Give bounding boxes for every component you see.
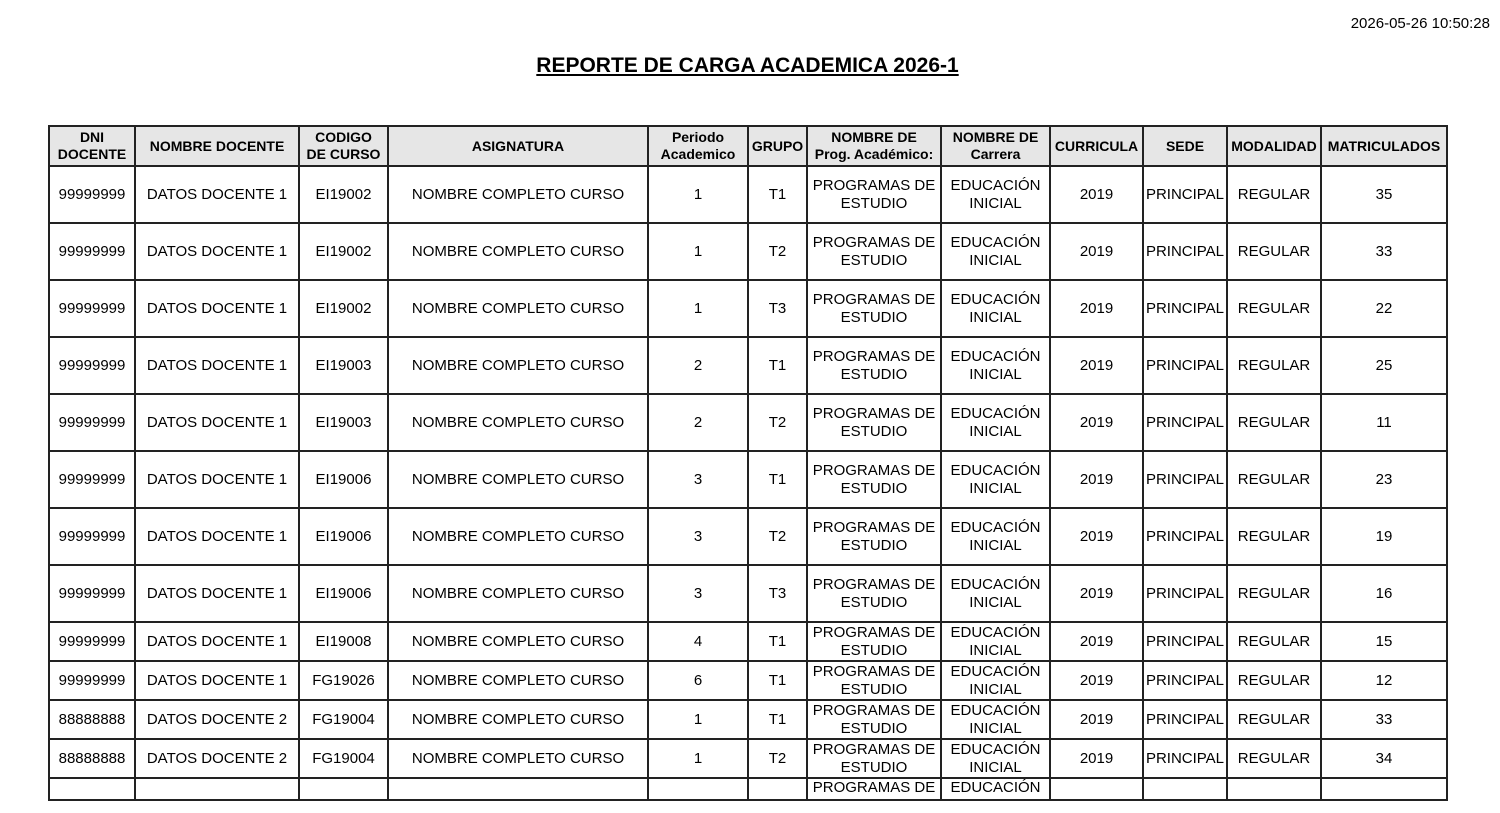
cell-modalidad: REGULAR	[1227, 280, 1321, 337]
table-row[interactable]	[49, 451, 1447, 508]
cell-codigo: EI19006	[299, 451, 388, 508]
cell-docente: DATOS DOCENTE 1	[135, 565, 299, 622]
cell-docente: DATOS DOCENTE 1	[135, 166, 299, 223]
cell-sede: PRINCIPAL	[1143, 508, 1227, 565]
table-row[interactable]	[49, 166, 1447, 223]
cell-dni: 99999999	[49, 337, 135, 394]
cell-asignatura: NOMBRE COMPLETO CURSO	[388, 223, 648, 280]
cell-programa: PROGRAMAS DE ESTUDIO	[807, 739, 941, 778]
cell-dni: 99999999	[49, 661, 135, 700]
cell-curricula: 2019	[1050, 565, 1143, 622]
cell-sede: PRINCIPAL	[1143, 661, 1227, 700]
cell-matriculados: 34	[1321, 739, 1447, 778]
cell-docente: DATOS DOCENTE 1	[135, 508, 299, 565]
cell-periodo: 3	[648, 451, 748, 508]
col-header-carrera[interactable]: NOMBRE DE Carrera	[941, 126, 1050, 166]
cell-periodo: 1	[648, 280, 748, 337]
cell-matriculados: 22	[1321, 280, 1447, 337]
col-header-sede[interactable]: SEDE	[1143, 126, 1227, 166]
cell-grupo: T1	[748, 622, 807, 661]
cell-programa: PROGRAMAS DE	[807, 778, 941, 800]
cell-dni: 99999999	[49, 223, 135, 280]
cell-codigo: FG19004	[299, 739, 388, 778]
table-row-partial	[49, 778, 1447, 800]
cell-carrera: EDUCACIÓN INICIAL	[941, 166, 1050, 223]
cell-periodo: 1	[648, 739, 748, 778]
cell-carrera: EDUCACIÓN INICIAL	[941, 700, 1050, 739]
cell-codigo: EI19003	[299, 394, 388, 451]
cell-sede: PRINCIPAL	[1143, 223, 1227, 280]
cell-dni: 88888888	[49, 700, 135, 739]
cell-asignatura: NOMBRE COMPLETO CURSO	[388, 739, 648, 778]
cell-docente: DATOS DOCENTE 1	[135, 223, 299, 280]
table-row[interactable]	[49, 337, 1447, 394]
cell-sede: PRINCIPAL	[1143, 394, 1227, 451]
cell-modalidad: REGULAR	[1227, 622, 1321, 661]
carga-academica-table	[48, 125, 1448, 801]
cell-modalidad: REGULAR	[1227, 739, 1321, 778]
cell-grupo: T3	[748, 565, 807, 622]
cell-curricula: 2019	[1050, 223, 1143, 280]
cell-dni: 99999999	[49, 394, 135, 451]
col-header-grupo[interactable]: GRUPO	[748, 126, 807, 166]
cell-asignatura: NOMBRE COMPLETO CURSO	[388, 508, 648, 565]
cell-sede: PRINCIPAL	[1143, 166, 1227, 223]
cell-carrera: EDUCACIÓN INICIAL	[941, 565, 1050, 622]
cell-matriculados: 33	[1321, 700, 1447, 739]
cell-matriculados: 35	[1321, 166, 1447, 223]
col-header-matriculados[interactable]: MATRICULADOS	[1321, 126, 1447, 166]
cell-modalidad: REGULAR	[1227, 223, 1321, 280]
table-row[interactable]	[49, 394, 1447, 451]
cell-codigo: EI19002	[299, 280, 388, 337]
cell-docente: DATOS DOCENTE 1	[135, 280, 299, 337]
cell-sede: PRINCIPAL	[1143, 700, 1227, 739]
table-row[interactable]	[49, 661, 1447, 700]
cell-dni: 99999999	[49, 508, 135, 565]
cell-matriculados: 15	[1321, 622, 1447, 661]
cell-programa: PROGRAMAS DE ESTUDIO	[807, 565, 941, 622]
cell-curricula: 2019	[1050, 700, 1143, 739]
table-row[interactable]	[49, 565, 1447, 622]
report-title: REPORTE DE CARGA ACADEMICA 2026-1	[536, 54, 959, 77]
cell-matriculados: 33	[1321, 223, 1447, 280]
cell-curricula: 2019	[1050, 394, 1143, 451]
cell-codigo: EI19006	[299, 565, 388, 622]
cell-carrera: EDUCACIÓN INICIAL	[941, 661, 1050, 700]
cell-asignatura: NOMBRE COMPLETO CURSO	[388, 661, 648, 700]
col-header-programa[interactable]: NOMBRE DE Prog. Académico:	[807, 126, 941, 166]
cell-carrera: EDUCACIÓN	[941, 778, 1050, 800]
table-row[interactable]	[49, 739, 1447, 778]
cell-curricula: 2019	[1050, 622, 1143, 661]
cell-carrera: EDUCACIÓN INICIAL	[941, 508, 1050, 565]
cell-codigo: FG19004	[299, 700, 388, 739]
cell-programa: PROGRAMAS DE ESTUDIO	[807, 166, 941, 223]
cell-docente: DATOS DOCENTE 1	[135, 622, 299, 661]
cell-dni: 88888888	[49, 739, 135, 778]
cell-curricula: 2019	[1050, 280, 1143, 337]
cell-periodo: 3	[648, 508, 748, 565]
cell-dni: 99999999	[49, 280, 135, 337]
cell-curricula: 2019	[1050, 451, 1143, 508]
cell-docente: DATOS DOCENTE 1	[135, 661, 299, 700]
cell-carrera: EDUCACIÓN INICIAL	[941, 223, 1050, 280]
col-header-dni[interactable]: DNI DOCENTE	[49, 126, 135, 166]
cell-grupo: T1	[748, 337, 807, 394]
cell-matriculados: 12	[1321, 661, 1447, 700]
cell-codigo: EI19003	[299, 337, 388, 394]
cell-grupo: T1	[748, 166, 807, 223]
cell-grupo: T2	[748, 394, 807, 451]
cell-carrera: EDUCACIÓN INICIAL	[941, 451, 1050, 508]
cell-matriculados: 23	[1321, 451, 1447, 508]
cell-curricula: 2019	[1050, 508, 1143, 565]
cell-carrera: EDUCACIÓN INICIAL	[941, 739, 1050, 778]
cell-codigo: EI19002	[299, 166, 388, 223]
cell-codigo: FG19026	[299, 661, 388, 700]
cell-periodo: 1	[648, 223, 748, 280]
cell-curricula: 2019	[1050, 337, 1143, 394]
cell-periodo: 2	[648, 337, 748, 394]
cell-modalidad: REGULAR	[1227, 337, 1321, 394]
col-header-asignatura[interactable]: ASIGNATURA	[388, 126, 648, 166]
cell-programa: PROGRAMAS DE ESTUDIO	[807, 622, 941, 661]
cell-asignatura: NOMBRE COMPLETO CURSO	[388, 166, 648, 223]
cell-matriculados: 25	[1321, 337, 1447, 394]
cell-modalidad: REGULAR	[1227, 508, 1321, 565]
cell-docente: DATOS DOCENTE 2	[135, 700, 299, 739]
cell-grupo: T1	[748, 451, 807, 508]
cell-grupo: T1	[748, 661, 807, 700]
cell-matriculados: 19	[1321, 508, 1447, 565]
cell-programa: PROGRAMAS DE ESTUDIO	[807, 451, 941, 508]
cell-asignatura: NOMBRE COMPLETO CURSO	[388, 337, 648, 394]
cell-programa: PROGRAMAS DE ESTUDIO	[807, 280, 941, 337]
cell-carrera: EDUCACIÓN INICIAL	[941, 337, 1050, 394]
cell-modalidad: REGULAR	[1227, 166, 1321, 223]
table-header-row	[49, 126, 1447, 166]
cell-modalidad: REGULAR	[1227, 700, 1321, 739]
cell-curricula: 2019	[1050, 166, 1143, 223]
cell-codigo: EI19006	[299, 508, 388, 565]
cell-programa: PROGRAMAS DE ESTUDIO	[807, 337, 941, 394]
cell-codigo: EI19002	[299, 223, 388, 280]
report-title-wrap	[0, 54, 1495, 78]
cell-dni: 99999999	[49, 565, 135, 622]
cell-sede: PRINCIPAL	[1143, 739, 1227, 778]
cell-sede: PRINCIPAL	[1143, 565, 1227, 622]
cell-grupo: T3	[748, 280, 807, 337]
cell-sede: PRINCIPAL	[1143, 451, 1227, 508]
table-row[interactable]	[49, 622, 1447, 661]
cell-docente: DATOS DOCENTE 1	[135, 451, 299, 508]
cell-periodo: 1	[648, 166, 748, 223]
cell-curricula: 2019	[1050, 661, 1143, 700]
cell-programa: PROGRAMAS DE ESTUDIO	[807, 700, 941, 739]
table-row[interactable]	[49, 280, 1447, 337]
cell-dni: 99999999	[49, 166, 135, 223]
cell-asignatura: NOMBRE COMPLETO CURSO	[388, 700, 648, 739]
cell-carrera: EDUCACIÓN INICIAL	[941, 622, 1050, 661]
table-row[interactable]	[49, 508, 1447, 565]
table-row[interactable]	[49, 700, 1447, 739]
report-timestamp: 2026-05-26 10:50:28	[1350, 15, 1490, 32]
cell-dni: 99999999	[49, 622, 135, 661]
cell-modalidad: REGULAR	[1227, 565, 1321, 622]
cell-programa: PROGRAMAS DE ESTUDIO	[807, 508, 941, 565]
cell-docente: DATOS DOCENTE 1	[135, 337, 299, 394]
col-header-nombre-docente[interactable]: NOMBRE DOCENTE	[135, 126, 299, 166]
cell-docente: DATOS DOCENTE 2	[135, 739, 299, 778]
cell-sede: PRINCIPAL	[1143, 337, 1227, 394]
cell-sede: PRINCIPAL	[1143, 622, 1227, 661]
col-header-periodo[interactable]: Periodo Academico	[648, 126, 748, 166]
cell-curricula: 2019	[1050, 739, 1143, 778]
col-header-curricula[interactable]: CURRICULA	[1050, 126, 1143, 166]
cell-grupo: T2	[748, 223, 807, 280]
cell-programa: PROGRAMAS DE ESTUDIO	[807, 394, 941, 451]
cell-periodo: 1	[648, 700, 748, 739]
cell-carrera: EDUCACIÓN INICIAL	[941, 280, 1050, 337]
cell-sede: PRINCIPAL	[1143, 280, 1227, 337]
cell-periodo: 4	[648, 622, 748, 661]
cell-asignatura: NOMBRE COMPLETO CURSO	[388, 565, 648, 622]
cell-periodo: 6	[648, 661, 748, 700]
cell-modalidad: REGULAR	[1227, 451, 1321, 508]
cell-programa: PROGRAMAS DE ESTUDIO	[807, 661, 941, 700]
cell-carrera: EDUCACIÓN INICIAL	[941, 394, 1050, 451]
cell-docente: DATOS DOCENTE 1	[135, 394, 299, 451]
cell-modalidad: REGULAR	[1227, 394, 1321, 451]
cell-asignatura: NOMBRE COMPLETO CURSO	[388, 622, 648, 661]
col-header-modalidad[interactable]: MODALIDAD	[1227, 126, 1321, 166]
table-row[interactable]	[49, 223, 1447, 280]
cell-codigo: EI19008	[299, 622, 388, 661]
col-header-codigo[interactable]: CODIGO DE CURSO	[299, 126, 388, 166]
cell-asignatura: NOMBRE COMPLETO CURSO	[388, 394, 648, 451]
cell-grupo: T2	[748, 739, 807, 778]
cell-matriculados: 16	[1321, 565, 1447, 622]
cell-asignatura: NOMBRE COMPLETO CURSO	[388, 451, 648, 508]
cell-asignatura: NOMBRE COMPLETO CURSO	[388, 280, 648, 337]
cell-grupo: T1	[748, 700, 807, 739]
cell-modalidad: REGULAR	[1227, 661, 1321, 700]
cell-programa: PROGRAMAS DE ESTUDIO	[807, 223, 941, 280]
cell-periodo: 2	[648, 394, 748, 451]
cell-periodo: 3	[648, 565, 748, 622]
cell-dni: 99999999	[49, 451, 135, 508]
cell-grupo: T2	[748, 508, 807, 565]
cell-matriculados: 11	[1321, 394, 1447, 451]
